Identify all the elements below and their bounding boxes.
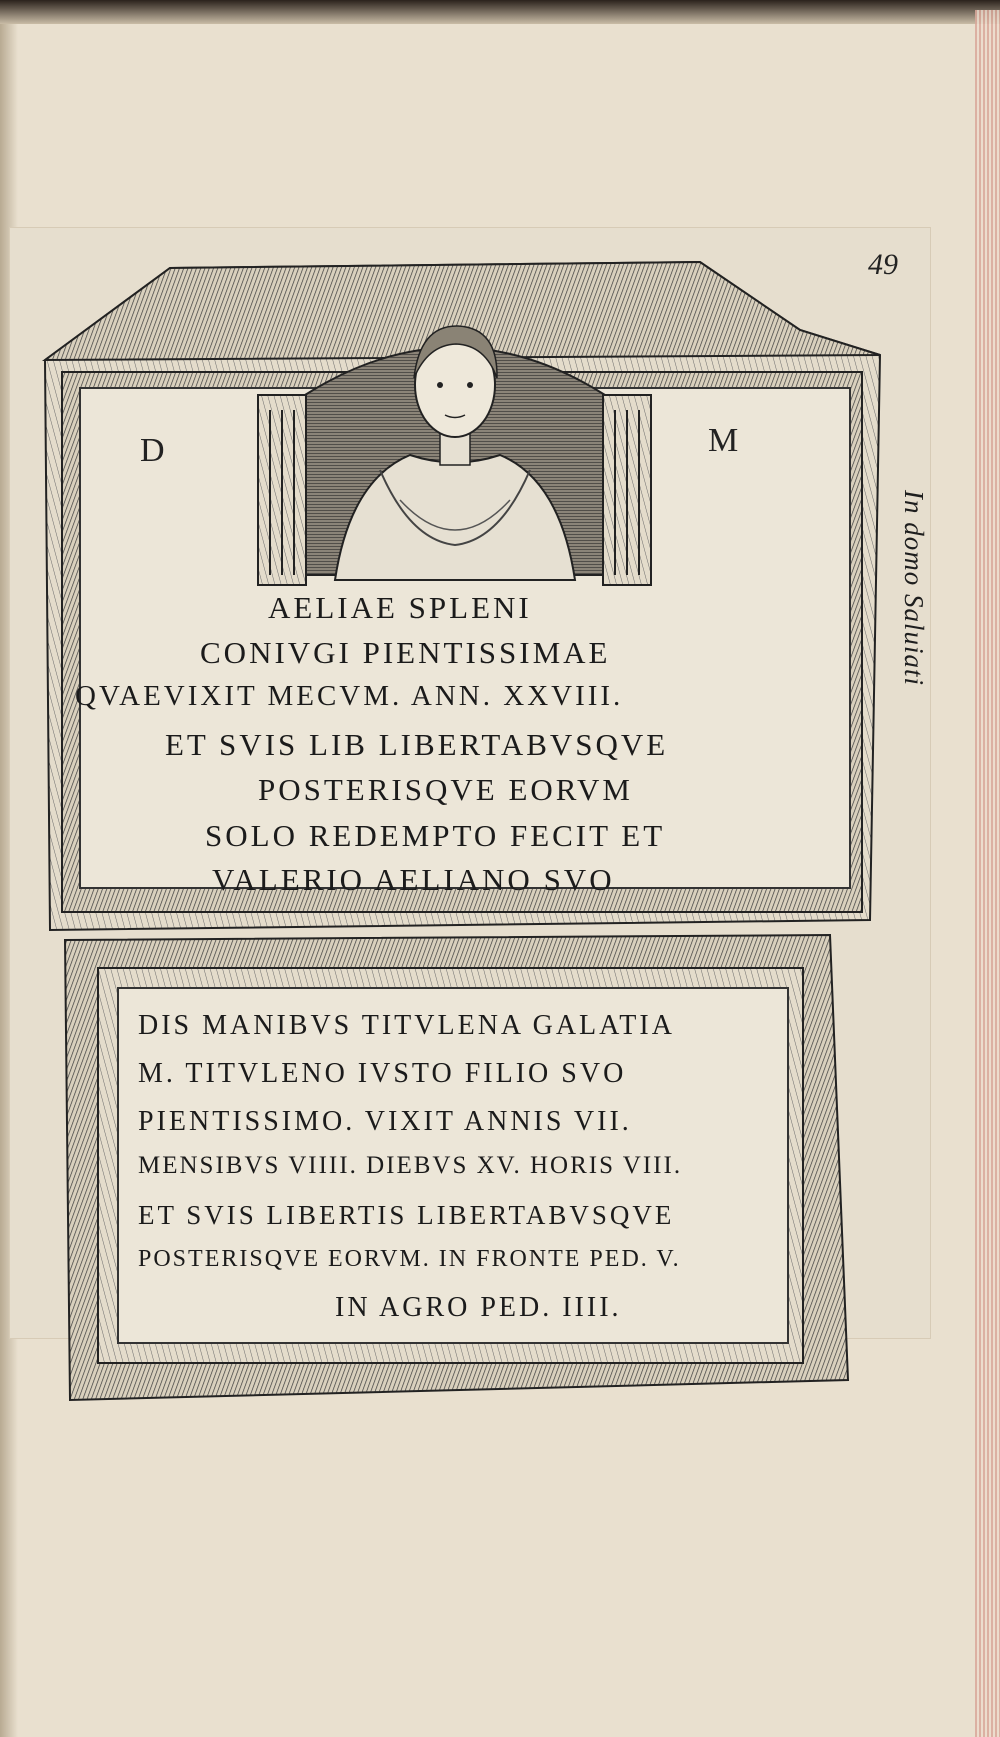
inscription-line: QVAEVIXIT MECVM. ANN. XXVIII.	[75, 680, 624, 712]
manibus-initial: M	[708, 422, 739, 459]
inscription-line: POSTERISQVE EORVM. IN FRONTE PED. V.	[138, 1246, 681, 1272]
inscription-line: ET SVIS LIB LIBERTABVSQVE	[165, 727, 669, 762]
inscription-line: DIS MANIBVS TITVLENA GALATIA	[138, 1010, 675, 1041]
dis-initial: D	[140, 432, 165, 469]
inscription-line: AELIAE SPLENI	[268, 590, 532, 625]
inscription-line: CONIVGI PIENTISSIMAE	[200, 635, 611, 670]
location-caption: In domo Saluiati	[899, 490, 929, 686]
inscription-line: VALERIO AELIANO SVO	[212, 862, 615, 897]
inscription-line: POSTERISQVE EORVM	[258, 772, 633, 807]
folio-number: 49	[868, 248, 898, 281]
inscription-line: MENSIBVS VIIII. DIEBVS XV. HORIS VIII.	[138, 1152, 683, 1179]
inscription-line: SOLO REDEMPTO FECIT ET	[205, 818, 666, 853]
inscription-line: M. TITVLENO IVSTO FILIO SVO	[138, 1058, 627, 1089]
inscription-line: PIENTISSIMO. VIXIT ANNIS VII.	[138, 1106, 632, 1137]
inscription-line: IN AGRO PED. IIII.	[335, 1292, 622, 1323]
inscription-line: ET SVIS LIBERTIS LIBERTABVSQVE	[138, 1200, 675, 1230]
